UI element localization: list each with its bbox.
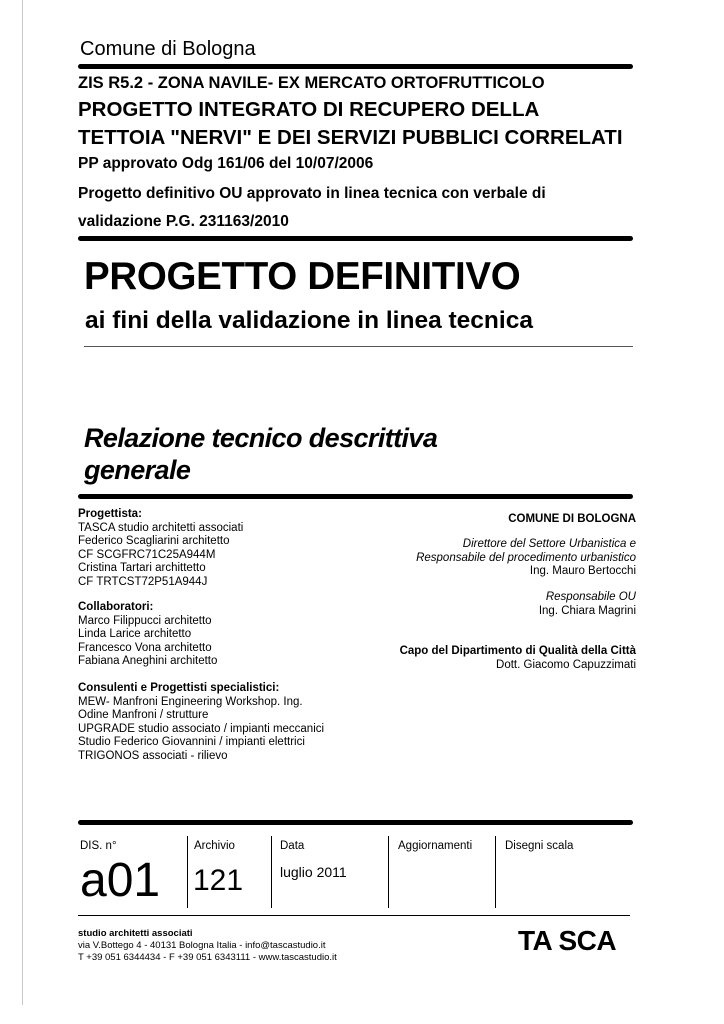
consulenti-line: UPGRADE studio associato / impianti meccanici (78, 722, 325, 735)
collaboratori-line: Francesco Vona architetto (78, 641, 212, 654)
progettisti-line: CF SCGFRC71C25A944M (78, 548, 216, 561)
direttore-role-line1: Direttore del Settore Urbanistica e (462, 538, 636, 550)
consulenti-block (78, 682, 324, 763)
title-block-divider (388, 836, 389, 908)
collaboratori-line: Fabiana Aneghini architetto (78, 655, 218, 667)
main-title: PROGETTO DEFINITIVO (84, 255, 521, 298)
dis-number-value: a01 (80, 854, 161, 907)
aggiornamenti-label: Aggiornamenti (398, 840, 473, 852)
header-rule-bottom (78, 236, 633, 241)
collaboratori-line: Marco Filippucci architetto (78, 614, 212, 627)
credits-rule (78, 494, 633, 499)
consulenti-line: TRIGONOS associati - rilievo (78, 749, 228, 762)
title-block-rule (78, 820, 633, 825)
document-title (84, 422, 437, 486)
data-label: Data (280, 840, 305, 852)
header-rule-top (78, 64, 633, 69)
title-block-divider (187, 836, 188, 908)
title-block-divider (271, 836, 272, 908)
data-value: luglio 2011 (280, 864, 347, 880)
progettisti-block (78, 508, 243, 589)
collaboratori-heading: Collaboratori: (78, 601, 154, 613)
project-title-line1: PROGETTO INTEGRATO DI RECUPERO DELLA (78, 98, 540, 121)
studio-address: via V.Bottego 4 - 40131 Bologna Italia - info@tascastudio.it (78, 940, 326, 951)
ou-approval (78, 180, 546, 236)
document-title-line2: generale (84, 455, 191, 485)
tasca-logo: TA SCA (518, 925, 617, 956)
project-title-line2: TETTOIA "NERVI" E DEI SERVIZI PUBBLICI CORRELATI (78, 126, 623, 149)
archivio-value: 121 (193, 864, 244, 897)
consulenti-line: Odine Manfroni / strutture (78, 709, 209, 721)
comune-label: Comune di Bologna (80, 38, 256, 60)
direttore-role-line2: Responsabile del procedimento urbanistico (416, 551, 636, 564)
footer-rule (78, 915, 630, 916)
comune-bologna-heading: COMUNE DI BOLOGNA (508, 513, 636, 525)
progettisti-line: CF TRTCST72P51A944J (78, 575, 208, 588)
capo-dipartimento-name: Dott. Giacomo Capuzzimati (496, 658, 636, 671)
page-margin-line (22, 0, 23, 1005)
direttore-name: Ing. Mauro Bertocchi (529, 565, 636, 577)
archivio-label: Archivio (194, 840, 235, 852)
pp-approval: PP approvato Odg 161/06 del 10/07/2006 (78, 155, 374, 172)
dis-number-label: DIS. n° (80, 840, 117, 852)
consulenti-heading: Consulenti e Progettisti specialistici: (78, 682, 280, 694)
capo-dipartimento-block (400, 645, 636, 672)
disegni-scala-label: Disegni scala (505, 840, 574, 852)
ou-approval-line2: validazione P.G. 231163/2010 (78, 213, 289, 230)
studio-name: studio architetti associati (78, 928, 193, 939)
zone-title: ZIS R5.2 - ZONA NAVILE- EX MERCATO ORTOFRUTTICOLO (78, 74, 545, 92)
capo-dipartimento-role: Capo del Dipartimento di Qualità della Città (399, 645, 636, 657)
collaboratori-block (78, 601, 217, 669)
consulenti-line: Studio Federico Giovannini / impianti elettrici (78, 736, 305, 748)
progettisti-heading: Progettista: (78, 508, 142, 520)
main-subtitle: ai fini della validazione in linea tecnica (85, 307, 533, 334)
studio-contact-block (78, 928, 337, 964)
progettisti-line: TASCA studio architetti associati (78, 521, 244, 534)
responsabile-ou-name: Ing. Chiara Magrini (538, 604, 636, 617)
consulenti-line: MEW- Manfroni Engineering Workshop. Ing. (78, 695, 303, 708)
title-divider (84, 346, 633, 347)
document-title-line1: Relazione tecnico descrittiva (84, 423, 438, 453)
responsabile-ou-block (539, 591, 636, 618)
progettisti-line: Federico Scagliarini architetto (78, 535, 230, 547)
ou-approval-line1: Progetto definitivo OU approvato in linea tecnica con verbale di (78, 185, 546, 202)
title-block-divider (495, 836, 496, 908)
direttore-block (416, 538, 636, 579)
studio-phone: T +39 051 6344434 - F +39 051 6343111 - www.tascastudio.it (78, 952, 337, 963)
project-title (78, 96, 623, 152)
responsabile-ou-role: Responsabile OU (545, 591, 636, 603)
collaboratori-line: Linda Larice architetto (78, 628, 192, 640)
progettisti-line: Cristina Tartari archittetto (78, 562, 206, 574)
